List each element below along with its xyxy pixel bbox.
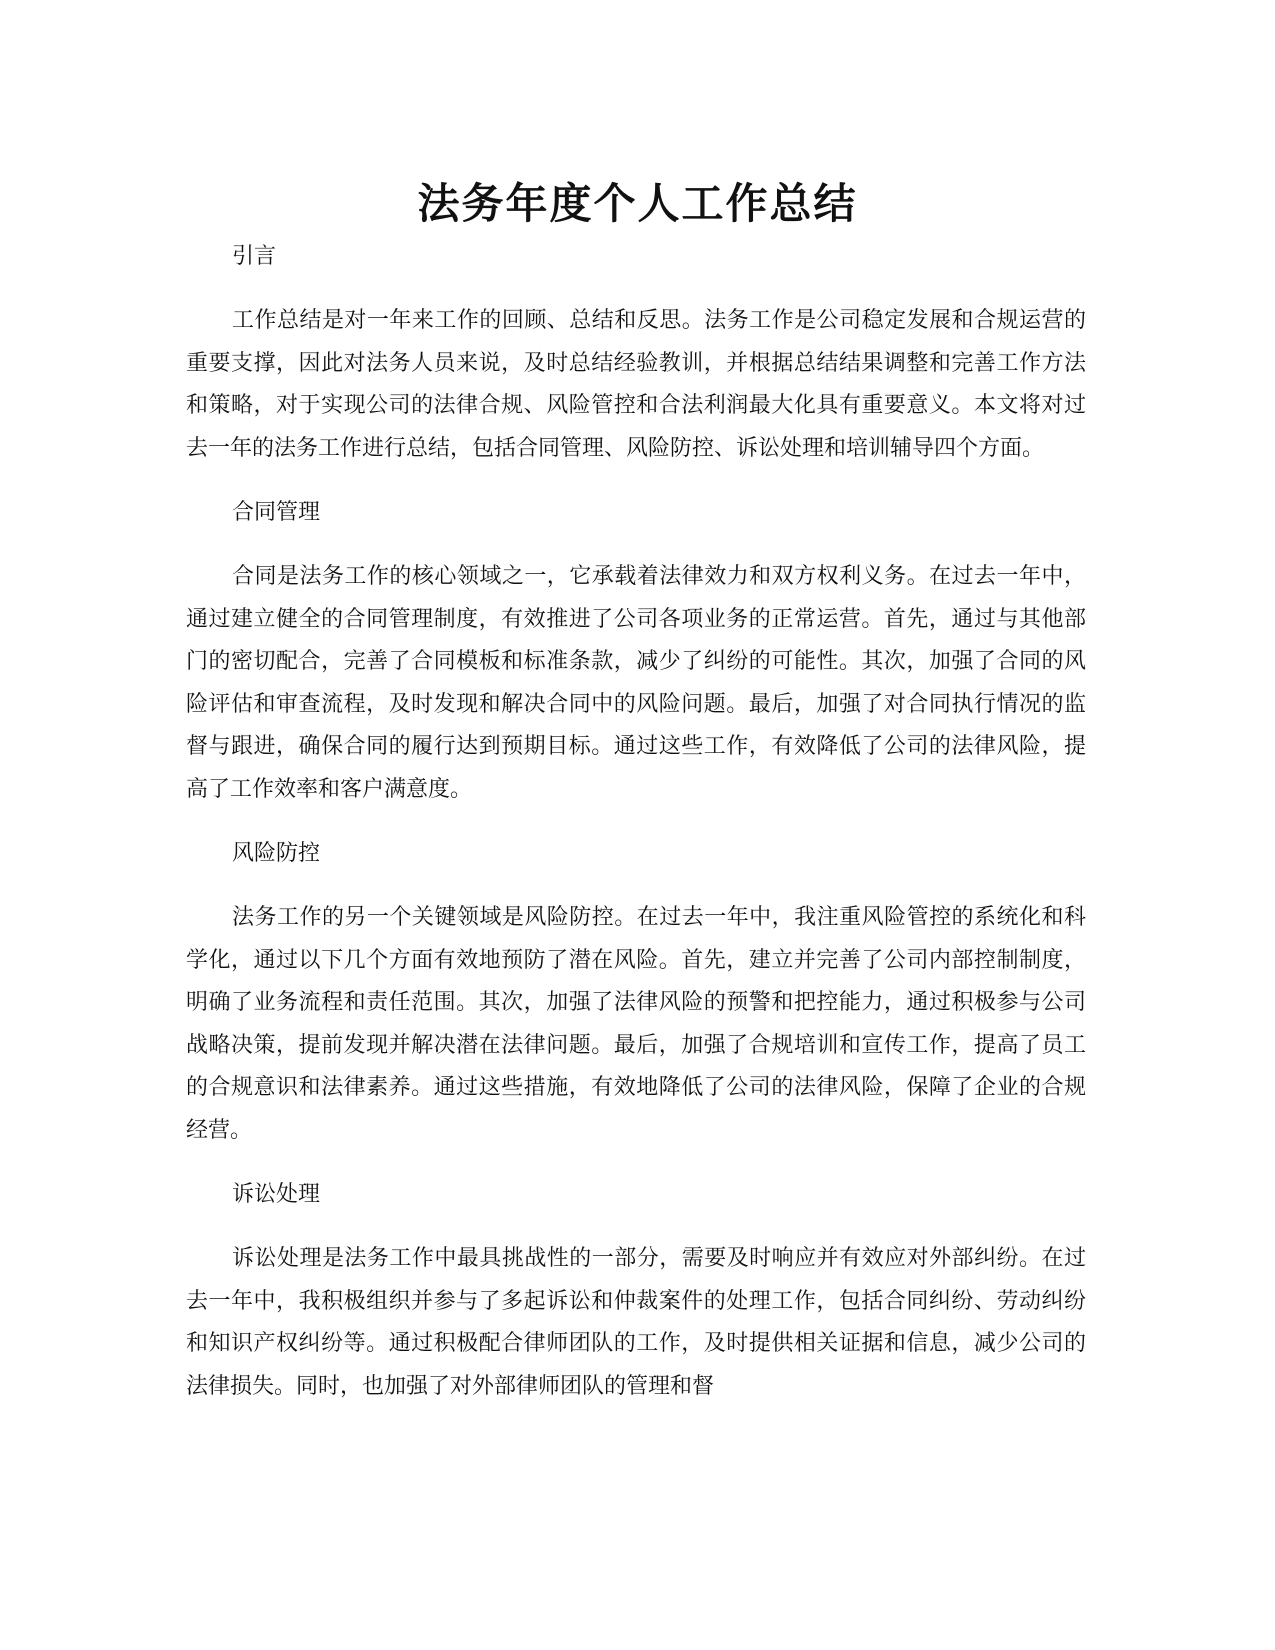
section-heading-litigation: 诉讼处理 (232, 1182, 321, 1207)
section-paragraph-risk: 法务工作的另一个关键领域是风险防控。在过去一年中，我注重风险管控的系统化和科学化，通过以下几个方面有效地预防了潜在风险。首先，建立并完善了公司内部控制制度，明确了业务流程和责任范围。其次，加强了法律风险的预警和把控能力，通过积极参与公司战略决策，提前发现并解决潜在法律问题。最后，加强了合规培训和宣传工作，提高了员工的合规意识和法律素养。通过这些措施，有效地降低了公司的法律风险，保障了企业的合规经营。 (186, 905, 1086, 1143)
section-heading-risk: 风险防控 (232, 841, 321, 866)
section-heading-contract: 合同管理 (232, 500, 321, 525)
document-title: 法务年度个人工作总结 (417, 179, 858, 229)
section-paragraph-litigation: 诉讼处理是法务工作中最具挑战性的一部分，需要及时响应并有效应对外部纠纷。在过去一年中，我积极组织并参与了多起诉讼和仲裁案件的处理工作，包括合同纠纷、劳动纠纷和知识产权纠纷等。通过积极配合律师团队的工作，及时提供相关证据和信息，减少公司的法律损失。同时，也加强了对外部律师团队的管理和督 (186, 1246, 1086, 1399)
document-body (186, 236, 1086, 1430)
section-paragraph-intro: 工作总结是对一年来工作的回顾、总结和反思。法务工作是公司稳定发展和合规运营的重要支撑，因此对法务人员来说，及时总结经验教训，并根据总结结果调整和完善工作方法和策略，对于实现公司的法律合规、风险管控和合法利润最大化具有重要意义。本文将对过去一年的法务工作进行总结，包括合同管理、风险防控、诉讼处理和培训辅导四个方面。 (186, 308, 1086, 461)
section-paragraph-contract: 合同是法务工作的核心领域之一，它承载着法律效力和双方权利义务。在过去一年中，通过建立健全的合同管理制度，有效推进了公司各项业务的正常运营。首先，通过与其他部门的密切配合，完善了合同模板和标准条款，减少了纠纷的可能性。其次，加强了合同的风险评估和审查流程，及时发现和解决合同中的风险问题。最后，加强了对合同执行情况的监督与跟进，确保合同的履行达到预期目标。通过这些工作，有效降低了公司的法律风险，提高了工作效率和客户满意度。 (186, 564, 1086, 802)
section-heading-intro: 引言 (232, 244, 277, 269)
